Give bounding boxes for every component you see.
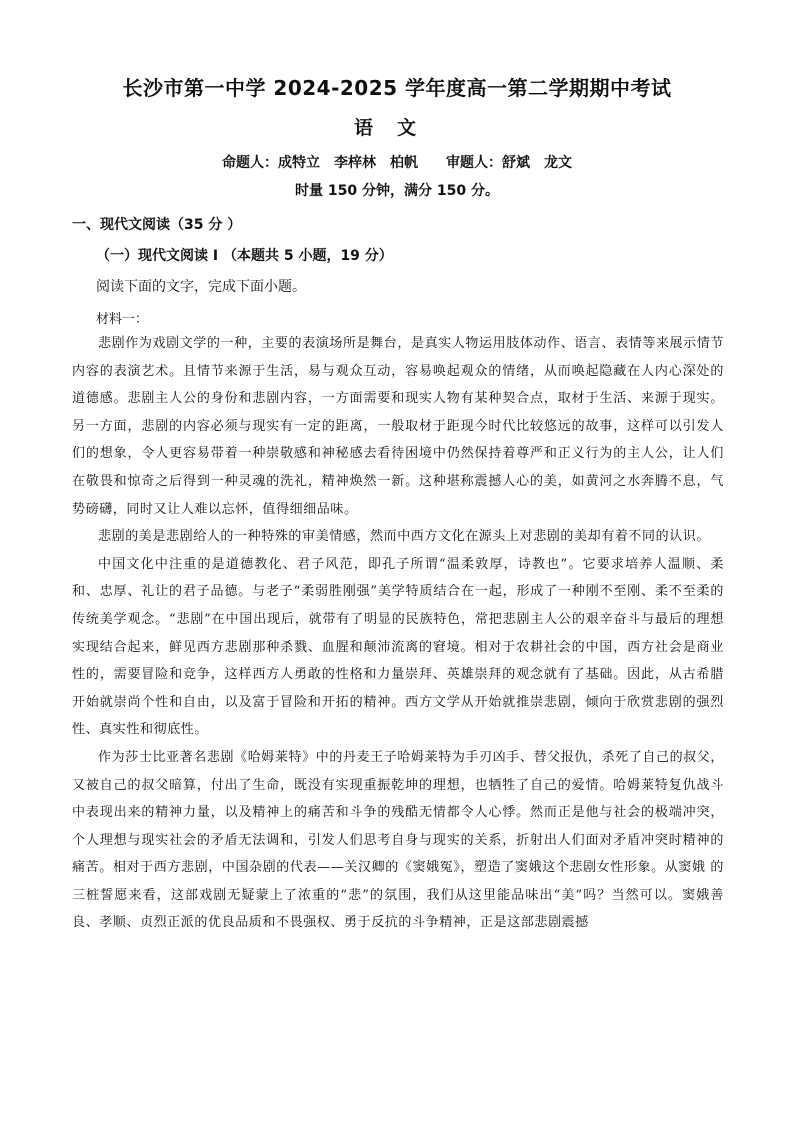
time-line: 时量 150 分钟，满分 150 分。 <box>295 183 499 199</box>
passage-paragraph: 作为莎士比亚著名悲剧《哈姆莱特》中的丹麦王子哈姆莱特为手刃凶手、替父报仇，杀死了自己的叔父，又被自己的叔父暗算，付出了生命，既没有实现重振乾坤的理想，也牺牲了自己的爱情。哈姆莱特复仇战斗中表现出来的精神力量，以及精神上的痛苦和斗争的残酷无情都令人心悸。然而正是他与社会的极端冲突，个人理想与现实社会的矛盾无法调和，引发人们思考自身与现实的关系，折射出人们面对矛盾冲突时精神的痛苦。相对于西方悲剧，中国杂剧的代表——关汉卿的《窦娥冤》，塑造了窦娥这个悲剧女性形象。从窦娥 的三桩誓愿来看，这部戏剧无疑蒙上了浓重的“悲”的氛围，我们从这里能品味出“美”吗？当然可以。窦娥善良、孝顺、贞烈正派的优良品质和不畏强权、勇于反抗的斗争精神，正是这部悲剧震撼 <box>72 749 724 931</box>
authors-line: 命题人：成特立 李梓林 柏帆 审题人：舒斌 龙文 <box>222 155 572 171</box>
subject-title: 语文 <box>353 117 440 139</box>
exam-title: 长沙市第一中学 2024-2025 学年度高一第二学期期中考试 <box>122 76 672 100</box>
subsection-heading: （一）现代文阅读 I （本题共 5 小题，19 分） <box>96 248 393 264</box>
passage-body <box>72 330 724 937</box>
passage-paragraph: 悲剧的美是悲剧给人的一种特殊的审美情感，然而中西方文化在源头上对悲剧的美却有着不同的认识。 <box>98 529 711 545</box>
passage-paragraph: 中国文化中注重的是道德教化、君子风范，即孔子所谓“温柔敦厚，诗教也”。它要求培养人温顺、柔和、忠厚、礼让的君子品德。与老子“柔弱胜刚强”美学特质结合在一起，形成了一种刚不至刚、柔不至柔的传统美学观念。“悲剧”在中国出现后，就带有了明显的民族特色，常把悲剧主人公的艰辛奋斗与最后的理想实现结合起来，鲜见西方悲剧那种杀戮、血腥和颠沛流离的窘境。相对于农耕社会的中国，西方社会是商业性的，需要冒险和竞争，这样西方人勇敢的性格和力量崇拜、英雄崇拜的观念就有了基础。因此，从古希腊开始就崇尚个性和自由，以及富于冒险和开拓的精神。西方文学从开始就推崇悲剧，倾向于欣赏悲剧的强烈性、真实性和彻底性。 <box>72 556 724 738</box>
reading-instruction: 阅读下面的文字，完成下面小题。 <box>96 279 306 295</box>
section-heading: 一、现代文阅读（35 分 ） <box>72 217 242 233</box>
passage-paragraph: 悲剧作为戏剧文学的一种，主要的表演场所是舞台，是真实人物运用肢体动作、语言、表情等来展示情节内容的表演艺术。且情节来源于生活，易与观众互动，容易唤起观众的情绪，从而唤起隐藏在人内心深处的道德感。悲剧主人公的身份和悲剧内容，一方面需要和现实人物有某种契合点，取材于生活、来源于现实。另一方面，悲剧的内容必须与现实有一定的距离，一般取材于距现今时代比较悠远的故事，这样可以引发人们的想象，令人更容易带着一种崇敬感和神秘感去看待困境中仍然保持着尊严和正义行为的主人公，让人们在敬畏和惊奇之后得到一种灵魂的洗礼，精神焕然一新。这种堪称震撼人心的美，如黄河之水奔腾不息，气势磅礴，同时又让人难以忘怀，值得细细品味。 <box>72 336 724 517</box>
material-label: 材料一： <box>96 312 149 327</box>
